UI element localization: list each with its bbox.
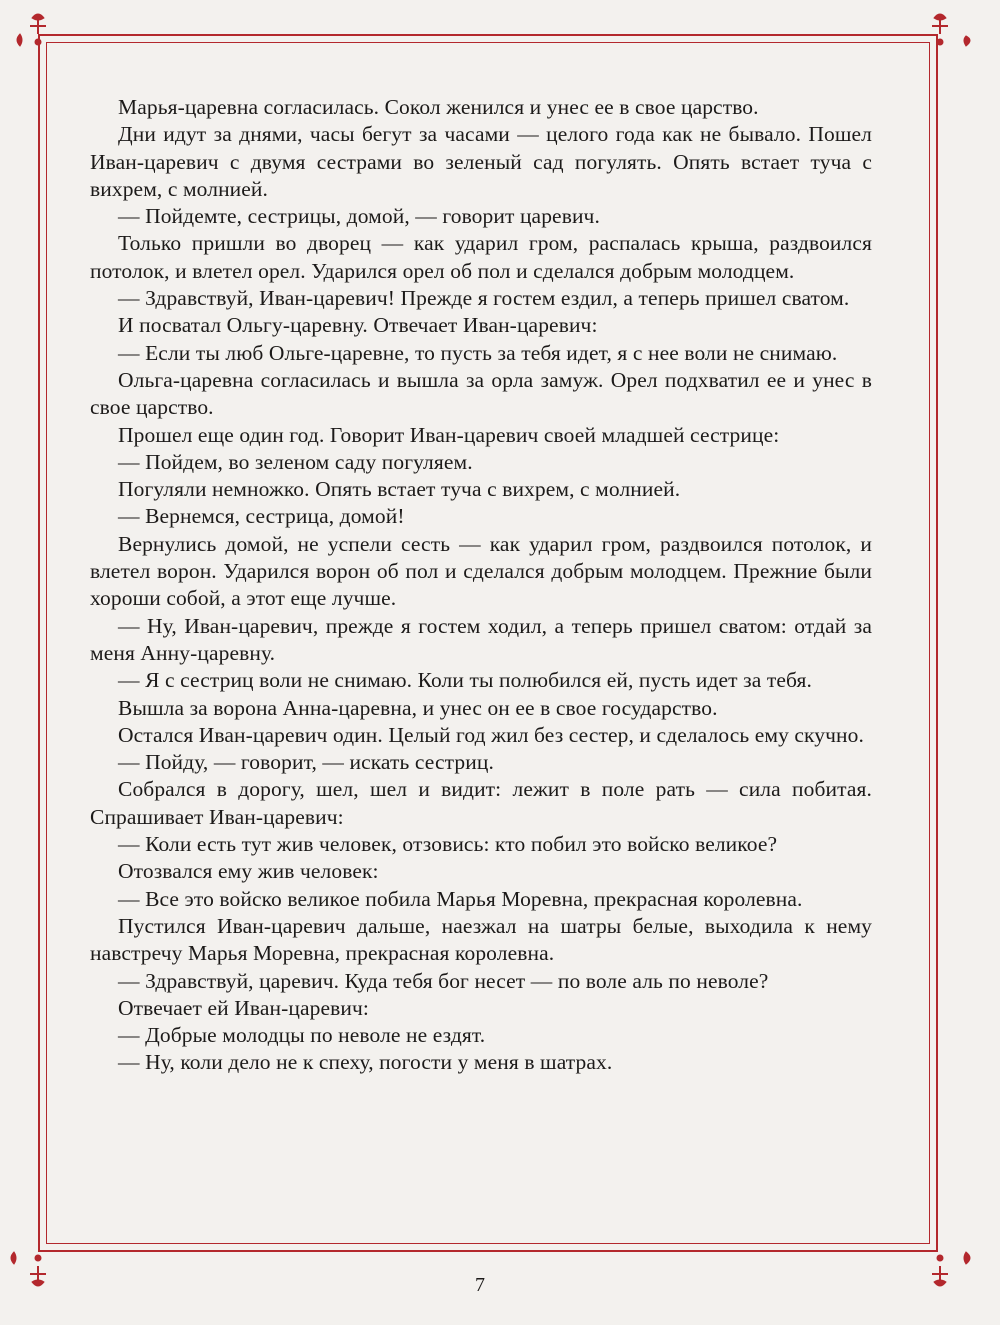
paragraph: Собрался в дорогу, шел, шел и видит: лежит в поле рать — сила побитая. Спрашивает Иван-царевич: [90, 777, 872, 829]
paragraph: Марья-царевна согласилась. Сокол женился и унес ее в свое царство. [118, 95, 759, 119]
paragraph: Вышла за ворона Анна-царевна, и унес он ее в свое государство. [118, 695, 718, 720]
paragraph: Ольга-царевна согласилась и вышла за орла замуж. Орел подхватил ее и унес в свое царство. [90, 367, 872, 420]
paragraph: Отозвался ему жив человек: [118, 859, 379, 884]
paragraph: Остался Иван-царевич один. Целый год жил без сестер, и сделалось ему скучно. [118, 722, 864, 747]
page-number: 7 [475, 1274, 485, 1296]
corner-ornament-icon [8, 12, 78, 72]
paragraph: Погуляли немножко. Опять встает туча с вихрем, с молнией. [118, 477, 681, 502]
paragraph: — Пойдемте, сестрицы, домой, — говорит царевич. [118, 204, 600, 229]
paragraph: — Добрые молодцы по неволе не ездят. [118, 1023, 486, 1048]
paragraph: — Коли есть тут жив человек, отзовись: кто побил это войско великое? [118, 832, 778, 857]
paragraph: Дни идут за днями, часы бегут за часами — целого года как не бывало. Пошел Иван-царевич с двумя сестрами во зеленый сад погулять. Опять встает туча с вихрем, с молнией. [90, 122, 872, 201]
paragraph: Прошел еще один год. Говорит Иван-царевич своей младшей сестрице: [118, 422, 780, 447]
paragraph: Отвечает ей Иван-царевич: [118, 995, 369, 1020]
paragraph: — Ну, коли дело не к спеху, погости у меня в шатрах. [118, 1050, 613, 1075]
paragraph: Вернулись домой, не успели сесть — как ударил гром, раздвоился потолок, и влетел ворон. Ударился ворон об пол и сделался добрым молодцем. Прежние были хороши собой, а этот еще лучше. [90, 531, 872, 611]
paragraph: — Если ты люб Ольге-царевне, то пусть за тебя идет, я с нее воли не снимаю. [118, 340, 838, 365]
paragraph: Пустился Иван-царевич дальше, наезжал на шатры белые, выходила к нему навстречу Марья Моревна, прекрасная королевна. [90, 913, 872, 966]
paragraph: — Здравствуй, царевич. Куда тебя бог несет — по воле аль по неволе? [118, 968, 769, 993]
corner-ornament-icon [922, 12, 992, 72]
paragraph: — Я с сестриц воли не снимаю. Коли ты полюбился ей, пусть идет за тебя. [118, 668, 812, 693]
paragraph: — Вернемся, сестрица, домой! [118, 504, 405, 529]
paragraph: — Пойдем, во зеленом саду погуляем. [118, 449, 473, 474]
paragraph: — Пойду, — говорит, — искать сестриц. [118, 750, 494, 775]
paragraph: — Ну, Иван-царевич, прежде я гостем ходил, а теперь пришел сватом: отдай за меня Анну-царевну. [90, 613, 872, 665]
paragraph: — Все это войско великое побила Марья Моревна, прекрасная королевна. [118, 886, 803, 911]
paragraph: И посватал Ольгу-царевну. Отвечает Иван-царевич: [118, 313, 598, 338]
paragraph: Только пришли во дворец — как ударил гром, распалась крыша, раздвоился потолок, и влетел орел. Ударился орел об пол и сделался добрым молодцем. [90, 231, 872, 283]
story-text [90, 94, 872, 1077]
paragraph: — Здравствуй, Иван-царевич! Прежде я гостем ездил, а теперь пришел сватом. [118, 286, 850, 311]
